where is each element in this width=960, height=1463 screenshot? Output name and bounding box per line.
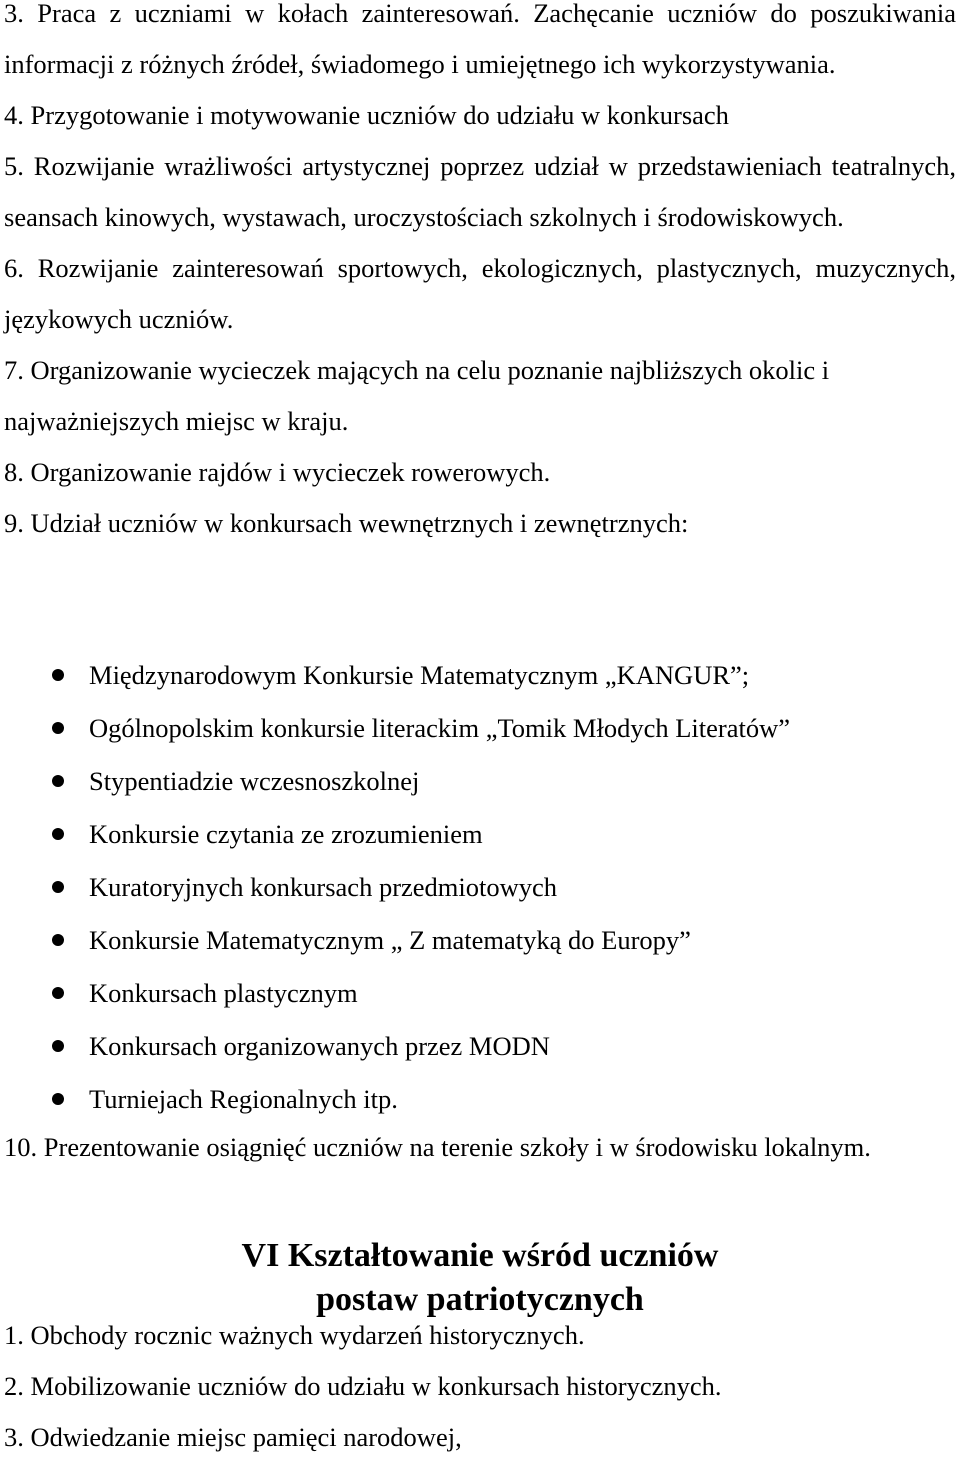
- section-heading: [0, 1234, 960, 1322]
- list-item: Konkursach organizowanych przez MODN: [0, 1020, 960, 1073]
- section-heading-line-1: VI Kształtowanie wśród uczniów: [241, 1237, 719, 1274]
- section-item-2: 2. Mobilizowanie uczniów do udziału w konkursach historycznych.: [4, 1371, 722, 1401]
- list-item: Turniejach Regionalnych itp.: [0, 1073, 960, 1126]
- list-item: Ogólnopolskim konkursie literackim „Tomik Młodych Literatów”: [0, 702, 960, 755]
- paragraph-item-8: 8. Organizowanie rajdów i wycieczek rowerowych.: [4, 457, 551, 487]
- bullet-icon: [52, 934, 64, 946]
- section-heading-line-2: postaw patriotycznych: [316, 1281, 644, 1318]
- paragraph-item-4: 4. Przygotowanie i motywowanie uczniów do udziału w konkursach: [4, 100, 729, 130]
- paragraph-item-6: 6. Rozwijanie zainteresowań sportowych, ekologicznych, plastycznych, muzycznych, językowych uczniów.: [4, 253, 956, 334]
- paragraph-10-block: [4, 1122, 956, 1173]
- list-item: Konkursie czytania ze zrozumieniem: [0, 808, 960, 861]
- bullet-icon: [52, 881, 64, 893]
- paragraph-item-10: 10. Prezentowanie osiągnięć uczniów na terenie szkoły i w środowisku lokalnym.: [4, 1132, 871, 1162]
- list-item: Konkursie Matematycznym „ Z matematyką do Europy”: [0, 914, 960, 967]
- paragraph-item-3: 3. Praca z uczniami w kołach zainteresowań. Zachęcanie uczniów do poszukiwania informacji z różnych źródeł, świadomego i umiejętnego ich wykorzystywania.: [4, 0, 956, 79]
- paragraph-item-9: 9. Udział uczniów w konkursach wewnętrznych i zewnętrznych:: [4, 508, 689, 538]
- bullet-icon: [52, 828, 64, 840]
- bullet-icon: [52, 669, 64, 681]
- paragraph-item-7: 7. Organizowanie wycieczek mających na celu poznanie najbliższych okolic i najważniejszych miejsc w kraju.: [4, 355, 830, 436]
- section-items: [4, 1310, 956, 1463]
- section-item-1: 1. Obchody rocznic ważnych wydarzeń historycznych.: [4, 1320, 585, 1350]
- list-item: Konkursach plastycznym: [0, 967, 960, 1020]
- bullet-icon: [52, 722, 64, 734]
- paragraph-item-5: 5. Rozwijanie wrażliwości artystycznej poprzez udział w przedstawieniach teatralnych, seansach kinowych, wystawach, uroczystościach szkolnych i środowiskowych.: [4, 151, 956, 232]
- bullet-icon: [52, 775, 64, 787]
- list-item: Stypentiadzie wczesnoszkolnej: [0, 755, 960, 808]
- bullet-icon: [52, 1093, 64, 1105]
- section-item-3: 3. Odwiedzanie miejsc pamięci narodowej,: [4, 1422, 462, 1452]
- list-item: Kuratoryjnych konkursach przedmiotowych: [0, 861, 960, 914]
- bullet-icon: [52, 1040, 64, 1052]
- competition-list: [0, 649, 960, 1126]
- list-item: Międzynarodowym Konkursie Matematycznym „KANGUR”;: [0, 649, 960, 702]
- bullet-icon: [52, 987, 64, 999]
- paragraphs-top: [4, 0, 956, 549]
